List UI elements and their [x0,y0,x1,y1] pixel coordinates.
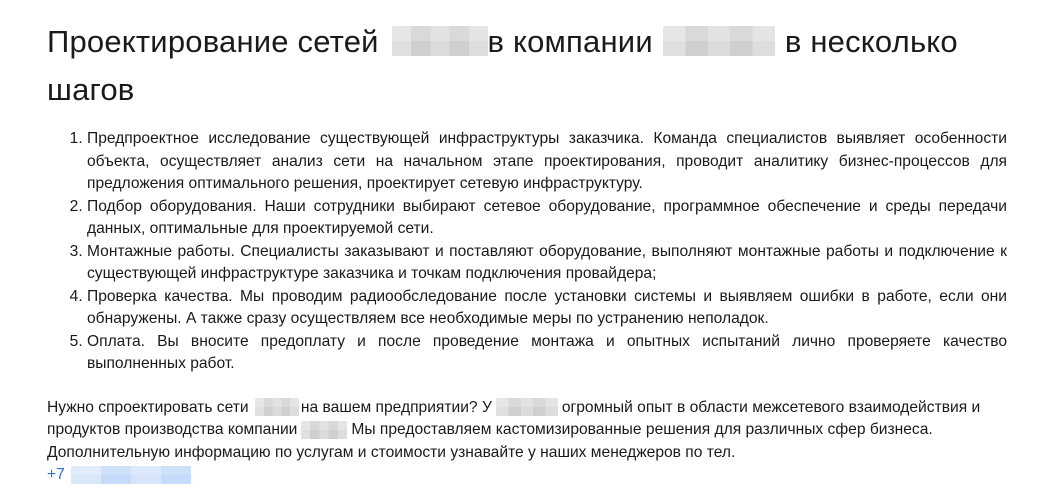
phone-link[interactable] [47,464,191,487]
steps-list [47,128,1007,376]
redacted-text [71,466,191,484]
title-part-1: Проектирование сетей [47,24,379,59]
title-part-3: в несколько шагов [47,24,958,107]
redacted-text [392,26,488,56]
paragraph-text: Нужно спроектировать сети [47,398,249,416]
paragraph-text: огромный опыт в области межсетевого взаимодействия и продуктов производства компании [47,398,981,438]
redacted-text [663,26,775,56]
redacted-text [496,398,558,416]
page-title [47,18,1007,114]
redacted-text [255,398,299,416]
paragraph-text: Мы предоставляем кастомизированные решения для различных сфер бизнеса. Дополнительную информацию по услугам и стоимости узнавайте у наших менеджеров по тел. [47,421,933,461]
article [47,18,1007,487]
phone-prefix: +7 [47,466,65,483]
list-item: 2. Подбор оборудования. Наши сотрудники выбирают сетевое оборудование, программное обеспечение и среды передачи данных, оптимальные для проектируемой сети. [87,196,1007,241]
contact-paragraph [47,397,1007,487]
redacted-text [301,421,347,439]
title-part-2: в компании [487,24,653,59]
list-item: 3. Монтажные работы. Специалисты заказывают и поставляют оборудование, выполняют монтажные работы и подключение к существующей инфраструктуре заказчика и точкам подключения провайдера; [87,241,1007,286]
list-item: 1. Предпроектное исследование существующей инфраструктуры заказчика. Команда специалистов выявляет особенности объекта, осуществляет анализ сети на начальном этапе проектирования, проводит аналитику бизнес-процессов для предложения оптимального решения, проектирует сетевую инфраструктуру. [87,128,1007,196]
list-item: 4. Проверка качества. Мы проводим радиообследование после установки системы и выявляем ошибки в работе, если они обнаружены. А также сразу осуществляем все необходимые меры по устранению неполадок. [87,286,1007,331]
list-item: 5. Оплата. Вы вносите предоплату и после проведение монтажа и опытных испытаний лично проверяете качество выполненных работ. [87,331,1007,376]
paragraph-text: на вашем предприятии? У [300,398,492,416]
